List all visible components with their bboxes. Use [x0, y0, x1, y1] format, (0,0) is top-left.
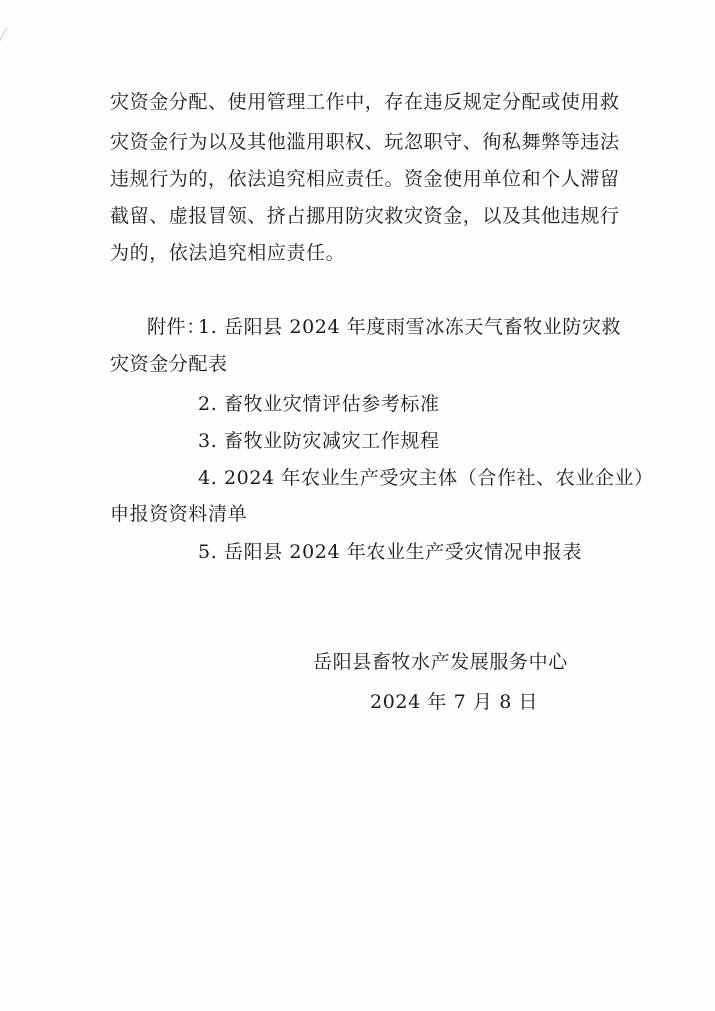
attachment-3: 3. 畜牧业防灾减灾工作规程: [198, 430, 440, 452]
scan-edge-mark: [0, 28, 26, 74]
attachment-4-line-1: 4. 2024 年农业生产受灾主体（合作社、农业企业）: [198, 467, 654, 489]
issuing-organization: 岳阳县畜牧水产发展服务中心: [313, 651, 568, 673]
attachment-1-line-1: 1. 岳阳县 2024 年度雨雪冰冻天气畜牧业防灾救: [198, 316, 622, 338]
attachment-5: 5. 岳阳县 2024 年农业生产受灾情况申报表: [198, 541, 583, 563]
attachments-label: 附件：: [147, 316, 206, 338]
body-line-1: 灾资金分配、使用管理工作中，存在违反规定分配或使用救: [110, 91, 620, 113]
body-line-2: 灾资金行为以及其他滥用职权、玩忽职守、徇私舞弊等违法: [110, 131, 620, 153]
attachment-1-line-2: 灾资金分配表: [110, 353, 228, 375]
attachment-4-line-2: 申报资资料清单: [110, 503, 248, 525]
body-line-4: 截留、虚报冒领、挤占挪用防灾救灾资金，以及其他违规行: [110, 205, 620, 227]
body-line-3: 违规行为的，依法追究相应责任。资金使用单位和个人滞留: [110, 168, 620, 190]
attachment-2: 2. 畜牧业灾情评估参考标准: [198, 393, 440, 415]
issue-date: 2024 年 7 月 8 日: [370, 691, 539, 713]
body-line-5: 为的，依法追究相应责任。: [110, 242, 346, 264]
